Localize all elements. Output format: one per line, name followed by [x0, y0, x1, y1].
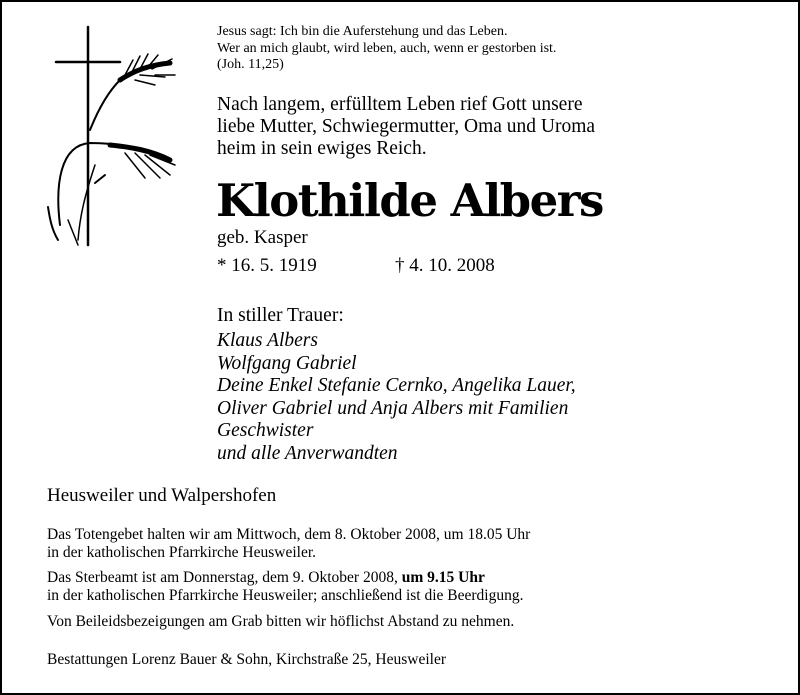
condolence-note: Von Beileidsbezeigungen am Grab bitten wir höflichst Abstand zu nehmen. [47, 613, 515, 630]
birth-date: * 16. 5. 1919 [217, 255, 317, 276]
mourner: und alle Anverwandten [217, 442, 398, 464]
place: Heusweiler und Walpershofen [47, 485, 277, 506]
mourner: Geschwister [217, 420, 314, 441]
verse-citation: (Joh. 11,25) [217, 57, 284, 72]
mourner: Klaus Albers [217, 330, 318, 351]
prayer-info [47, 526, 530, 562]
bible-verse [217, 24, 556, 74]
intro-line: heim in sein ewiges Reich. [217, 138, 427, 159]
mass-line: in der katholischen Pfarrkirche Heusweiler; anschließend ist die Beerdigung. [47, 587, 524, 604]
deceased-name: Klothilde Albers [216, 174, 603, 227]
verse-line: Wer an mich glaubt, wird leben, auch, wenn er gestorben ist. [217, 40, 557, 56]
prayer-line: in der katholischen Pfarrkirche Heusweiler. [47, 544, 317, 561]
mass-line [47, 569, 523, 587]
undertaker: Bestattungen Lorenz Bauer & Sohn, Kirchstraße 25, Heusweiler [47, 651, 447, 668]
death-date: † 4. 10. 2008 [395, 255, 495, 276]
life-dates [217, 255, 495, 277]
intro-line: liebe Mutter, Schwiegermutter, Oma und Uroma [217, 116, 596, 137]
mourner: Oliver Gabriel und Anja Albers mit Familien [217, 397, 569, 419]
verse-line: Jesus sagt: Ich bin die Auferstehung und das Leben. [217, 24, 508, 39]
mourner: Wolfgang Gabriel [217, 352, 357, 374]
prayer-line: Das Totengebet halten wir am Mittwoch, dem 8. Oktober 2008, um 18.05 Uhr [47, 526, 531, 543]
mourners-list [217, 330, 576, 465]
mass-time: um 9.15 Uhr [401, 569, 485, 586]
mass-info [47, 569, 523, 605]
intro-line: Nach langem, erfülltem Leben rief Gott unsere [217, 94, 583, 115]
mourner: Deine Enkel Stefanie Cernko, Angelika Lauer, [217, 375, 576, 396]
mourning-label: In stiller Trauer: [217, 305, 344, 326]
cross-wheat-icon [40, 25, 180, 250]
mass-text: Das Sterbeamt ist am Donnerstag, dem 9. Oktober 2008, [47, 569, 402, 586]
intro-text [217, 94, 595, 160]
birth-name: geb. Kasper [217, 227, 308, 248]
